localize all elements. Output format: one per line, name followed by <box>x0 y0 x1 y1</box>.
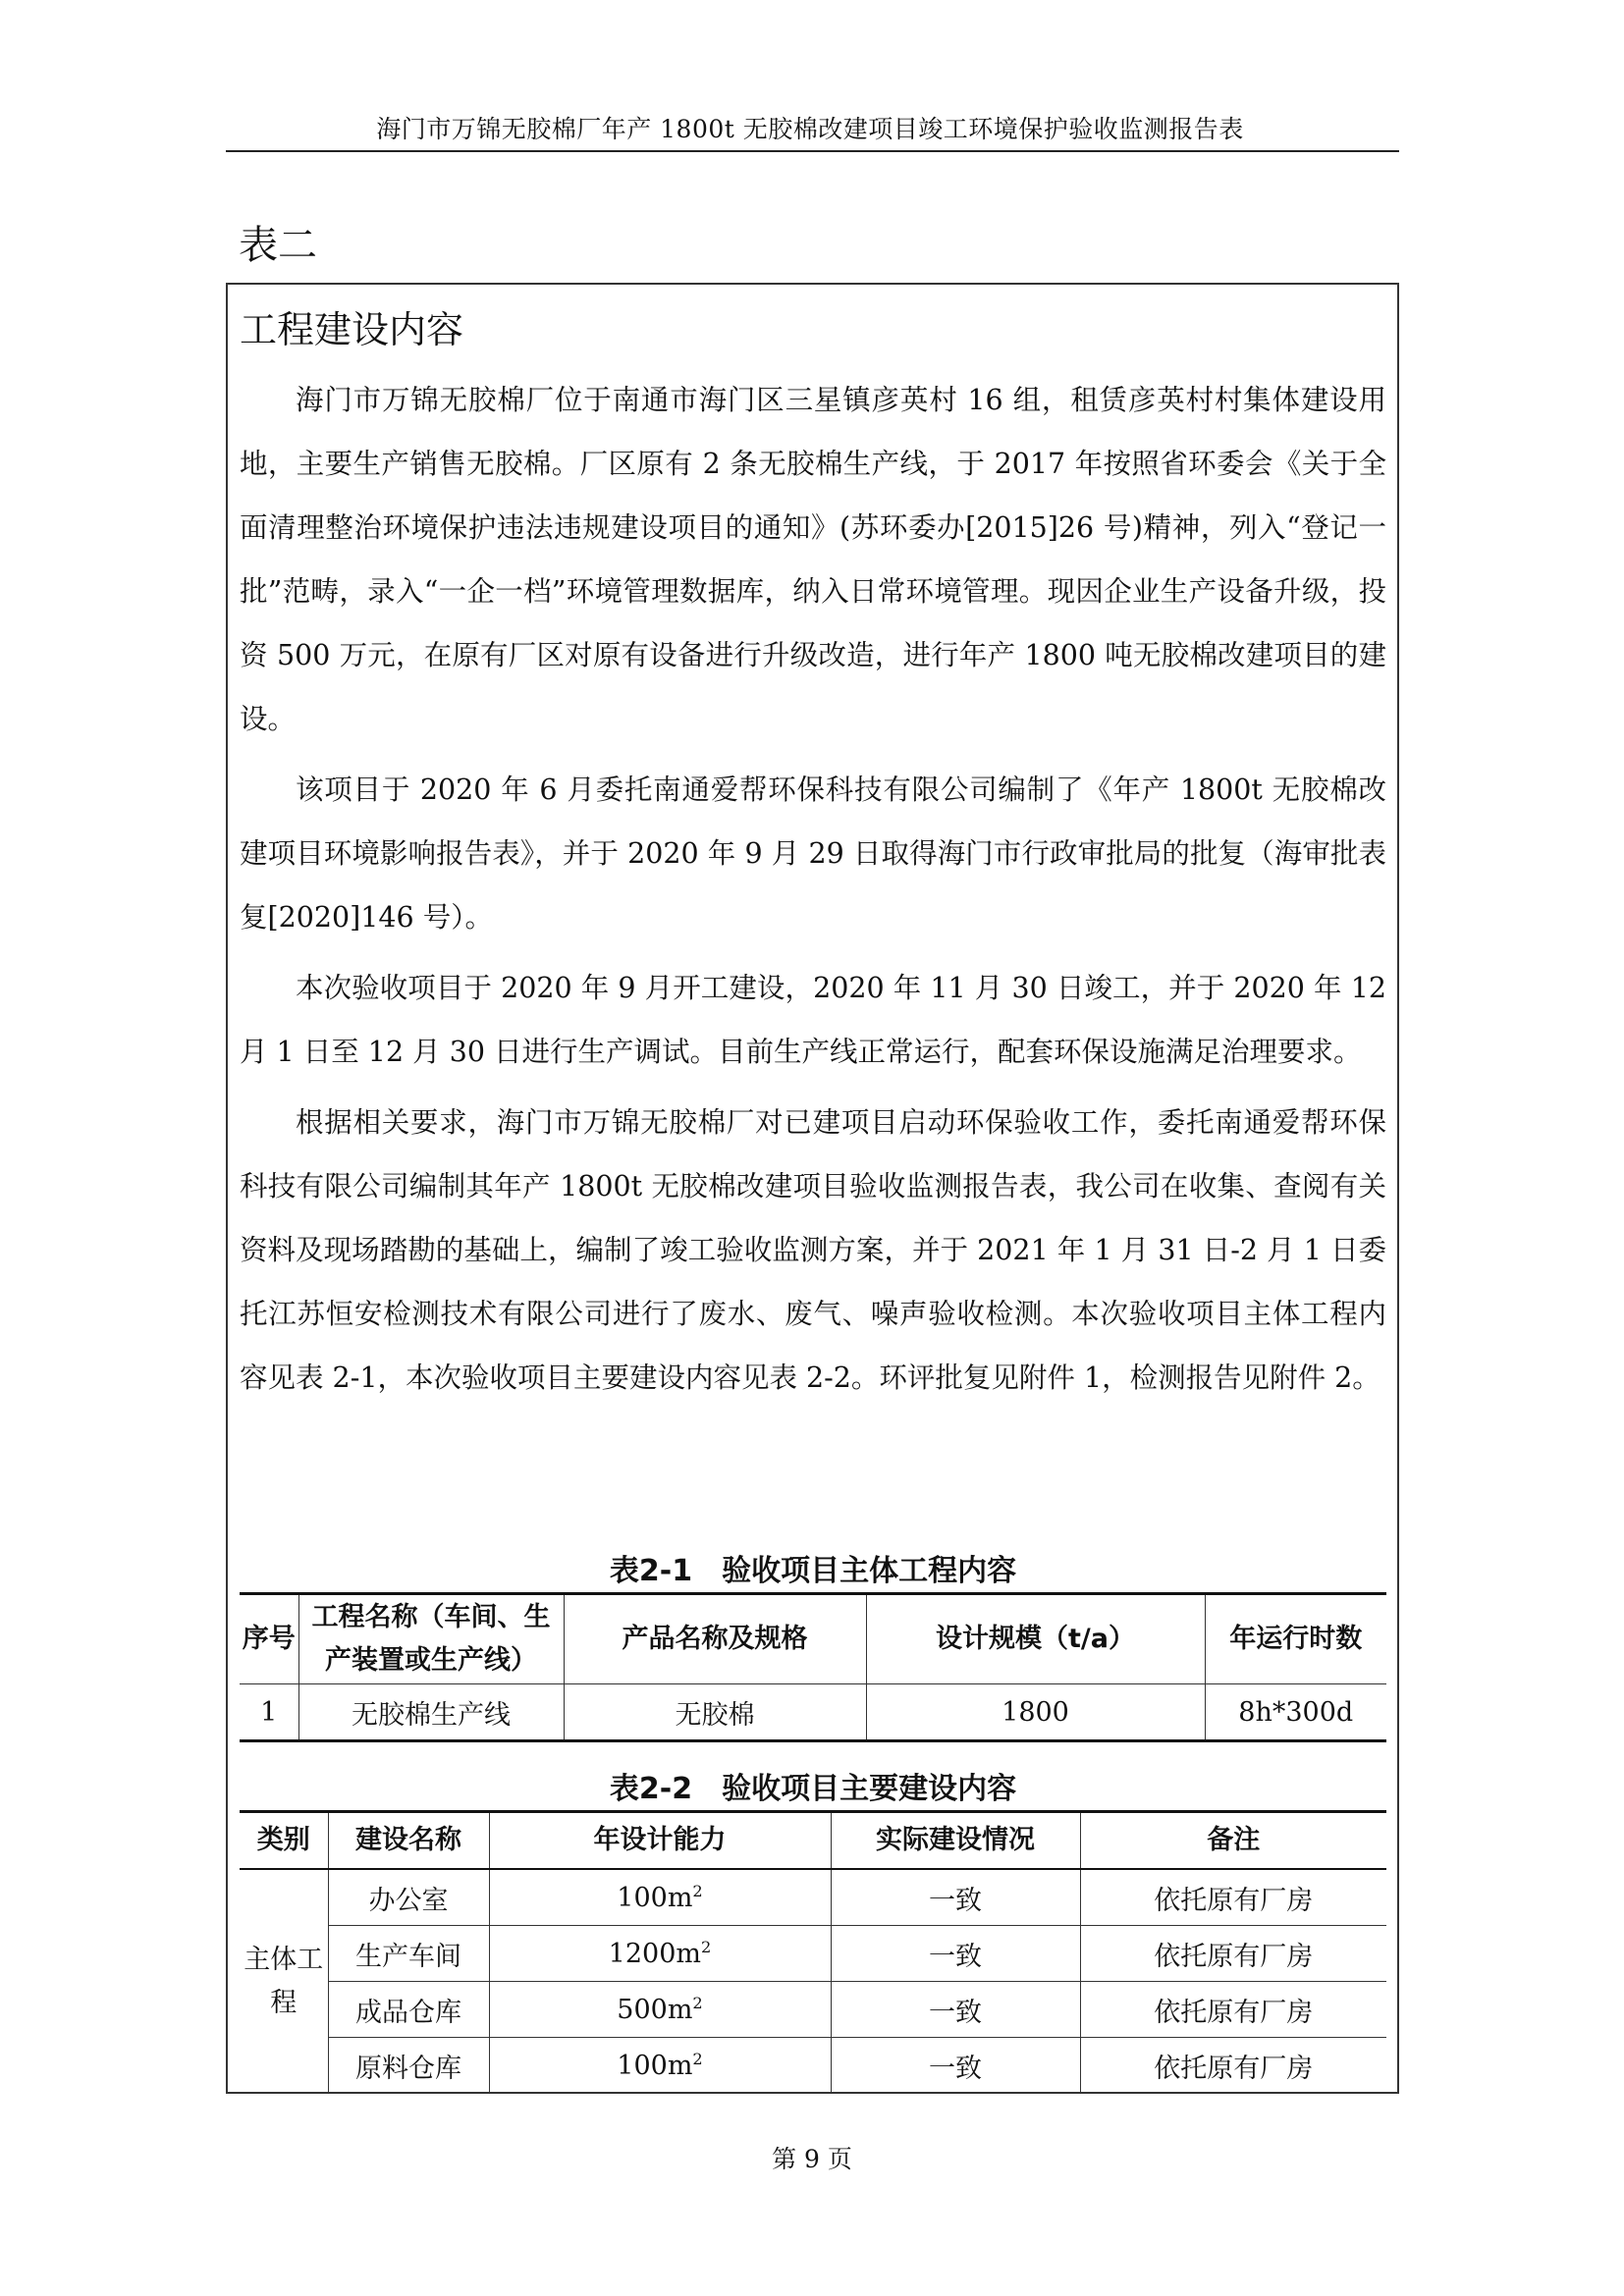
content-heading: 工程建设内容 <box>240 308 464 351</box>
table-cell: 一致 <box>831 1982 1080 2038</box>
unit: m <box>676 1938 701 1969</box>
table-cell: 一致 <box>831 2038 1080 2094</box>
capacity-cell <box>489 1926 831 1982</box>
table-cell: 依托原有厂房 <box>1080 1982 1386 2038</box>
unit-exponent: 2 <box>692 1993 703 2012</box>
capacity-value: 1200 <box>608 1938 677 1969</box>
capacity-value: 100 <box>617 2050 668 2081</box>
capacity-value: 500 <box>617 1994 668 2025</box>
unit-exponent: 2 <box>701 1937 712 1956</box>
body-text <box>240 368 1386 1416</box>
table-cell: 8h*300d <box>1205 1684 1386 1741</box>
category-cell: 主体工程 <box>240 1869 328 2094</box>
table-header: 备注 <box>1080 1812 1386 1870</box>
table-row <box>240 1869 1386 1926</box>
paragraph-2: 该项目于 2020 年 6 月委托南通爱帮环保科技有限公司编制了《年产 1800t 无胶棉改建项目环境影响报告表》，并于 2020 年 9 月 29 日取得海门市行政审批局的批复（海审批表复[2020]146 号）。 <box>240 774 1386 934</box>
table-cell: 办公室 <box>328 1869 489 1926</box>
table-cell: 成品仓库 <box>328 1982 489 2038</box>
capacity-value: 100 <box>617 1882 668 1913</box>
table-cell: 1 <box>240 1684 298 1741</box>
table-2-1 <box>240 1592 1386 1742</box>
table-row <box>240 1684 1386 1741</box>
table-2-2 <box>240 1810 1386 2094</box>
table-cell: 无胶棉生产线 <box>298 1684 564 1741</box>
running-header: 海门市万锦无胶棉厂年产 1800t 无胶棉改建项目竣工环境保护验收监测报告表 <box>376 115 1244 143</box>
section-label: 表二 <box>239 223 317 268</box>
table-header: 产品名称及规格 <box>564 1594 866 1684</box>
table-cell: 生产车间 <box>328 1926 489 1982</box>
table-row <box>240 2038 1386 2094</box>
unit: m <box>667 1882 693 1913</box>
table-header: 年运行时数 <box>1205 1594 1386 1684</box>
paragraph-3: 本次验收项目于 2020 年 9 月开工建设，2020 年 11 月 30 日竣工，并于 2020 年 12 月 1 日至 12 月 30 日进行生产调试。目前生产线正常运行，配套环保设施满足治理要求。 <box>240 972 1386 1068</box>
table-header: 建设名称 <box>328 1812 489 1870</box>
table-cell: 1800 <box>866 1684 1205 1741</box>
table-cell: 依托原有厂房 <box>1080 2038 1386 2094</box>
table-cell: 依托原有厂房 <box>1080 1926 1386 1982</box>
table-row <box>240 1926 1386 1982</box>
table-header: 设计规模（t/a） <box>866 1594 1205 1684</box>
paragraph-1: 海门市万锦无胶棉厂位于南通市海门区三星镇彦英村 16 组，租赁彦英村村集体建设用地，主要生产销售无胶棉。厂区原有 2 条无胶棉生产线，于 2017 年按照省环委会《关于全面清理整治环境保护违法违规建设项目的通知》(苏环委办[2015]26 号)精神，列入“登记一批”范畴，录入“一企一档”环境管理数据库，纳入日常环境管理。现因企业生产设备升级，投资 500 万元，在原有厂区对原有设备进行升级改造，进行年产 1800 吨无胶棉改建项目的建设。 <box>240 384 1386 735</box>
capacity-cell <box>489 1982 831 2038</box>
capacity-cell <box>489 2038 831 2094</box>
unit: m <box>667 2050 693 2081</box>
table-header: 类别 <box>240 1812 328 1870</box>
capacity-cell <box>489 1869 831 1926</box>
page-number: 第 9 页 <box>772 2145 852 2173</box>
table-header: 序号 <box>240 1594 298 1684</box>
table-header: 年设计能力 <box>489 1812 831 1870</box>
unit-exponent: 2 <box>692 1881 703 1900</box>
table-cell: 一致 <box>831 1926 1080 1982</box>
table-header: 实际建设情况 <box>831 1812 1080 1870</box>
table-row <box>240 1982 1386 2038</box>
table-header-row <box>240 1594 1386 1684</box>
unit: m <box>667 1994 693 2025</box>
header-rule <box>226 150 1399 152</box>
table1-caption: 表2-1 验收项目主体工程内容 <box>609 1554 1017 1588</box>
unit-exponent: 2 <box>692 2049 703 2068</box>
table-cell: 原料仓库 <box>328 2038 489 2094</box>
paragraph-4: 根据相关要求，海门市万锦无胶棉厂对已建项目启动环保验收工作，委托南通爱帮环保科技有限公司编制其年产 1800t 无胶棉改建项目验收监测报告表，我公司在收集、查阅有关资料及现场踏勘的基础上，编制了竣工验收监测方案，并于 2021 年 1 月 31 日-2 月 1 日委托江苏恒安检测技术有限公司进行了废水、废气、噪声验收检测。本次验收项目主体工程内容见表 2-1，本次验收项目主要建设内容见表 2-2。环评批复见附件 1，检测报告见附件 2。 <box>240 1106 1386 1394</box>
table-header-row <box>240 1812 1386 1870</box>
table-cell: 一致 <box>831 1869 1080 1926</box>
table-cell: 依托原有厂房 <box>1080 1869 1386 1926</box>
table2-caption: 表2-2 验收项目主要建设内容 <box>609 1772 1017 1806</box>
table-header: 工程名称（车间、生产装置或生产线） <box>298 1594 564 1684</box>
table-cell: 无胶棉 <box>564 1684 866 1741</box>
